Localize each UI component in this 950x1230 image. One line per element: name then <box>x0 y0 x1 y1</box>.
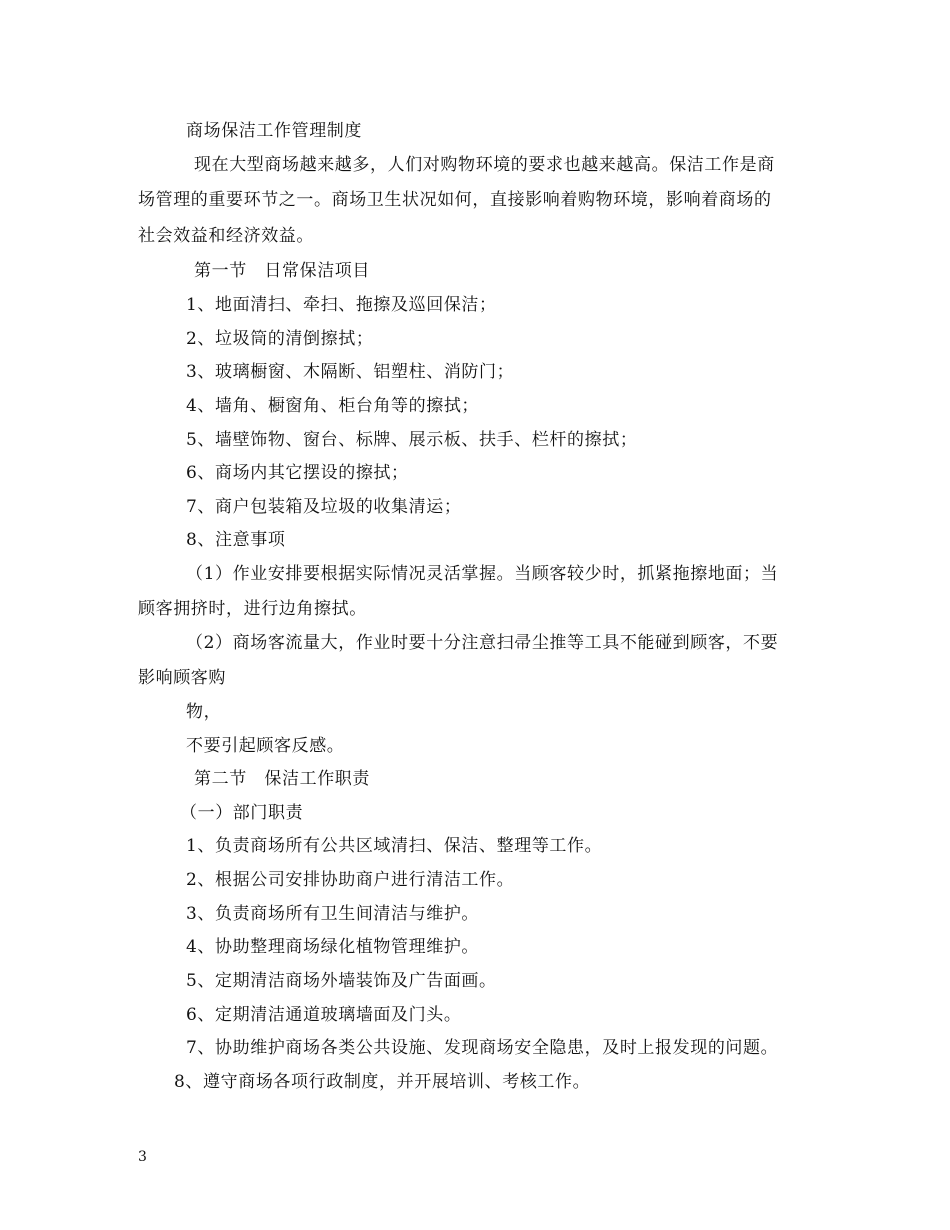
section1-item-7: 7、商户包装箱及垃圾的收集清运； <box>186 497 462 517</box>
section2-item-4: 4、协助整理商场绿化植物管理维护。 <box>186 937 480 957</box>
section2-heading: 第二节 保洁工作职责 <box>194 769 370 789</box>
section2-item-2: 2、根据公司安排协助商户进行清洁工作。 <box>186 870 515 890</box>
section1-item-2: 2、垃圾筒的清倒擦拭； <box>186 329 374 349</box>
section2-item-6: 6、定期清洁通道玻璃墙面及门头。 <box>186 1005 462 1025</box>
note1-line-1: （1）作业安排要根据实际情况灵活掌握。当顾客较少时，抓紧拖擦地面；当 <box>186 564 779 584</box>
section1-item-1: 1、地面清扫、牵扫、拖擦及巡回保洁； <box>186 295 497 315</box>
section2-item-8: 8、遵守商场各项行政制度，并开展培训、考核工作。 <box>174 1072 591 1092</box>
section1-item-5: 5、墙壁饰物、窗台、标牌、展示板、扶手、栏杆的擦拭； <box>186 430 638 450</box>
section2-item-3: 3、负责商场所有卫生间清洁与维护。 <box>186 904 480 924</box>
section2-item-7: 7、协助维护商场各类公共设施、发现商场安全隐患，及时上报发现的问题。 <box>186 1038 779 1058</box>
note2-line-3: 物， <box>186 702 222 722</box>
section2-item-5: 5、定期清洁商场外墙装饰及广告面画。 <box>186 971 497 991</box>
page-number: 3 <box>138 1149 147 1165</box>
section1-item-3: 3、玻璃橱窗、木隔断、铝塑柱、消防门； <box>186 362 515 382</box>
section1-heading: 第一节 日常保洁项目 <box>194 261 370 281</box>
section1-item-8: 8、注意事项 <box>186 530 286 550</box>
note2-line-2: 影响顾客购 <box>138 668 226 688</box>
intro-line-3: 社会效益和经济效益。 <box>138 226 314 246</box>
document-title: 商场保洁工作管理制度 <box>186 121 362 141</box>
note2-line-4: 不要引起顾客反感。 <box>186 736 345 756</box>
note2-line-1: （2）商场客流量大，作业时要十分注意扫帚尘推等工具不能碰到顾客，不要 <box>186 633 779 653</box>
section1-item-4: 4、墙角、橱窗角、柜台角等的擦拭； <box>186 396 480 416</box>
intro-line-1: 现在大型商场越来越多，人们对购物环境的要求也越来越高。保洁工作是商 <box>194 155 775 175</box>
section2-item-1: 1、负责商场所有公共区域清扫、保洁、整理等工作。 <box>186 836 603 856</box>
section2-subheading: （一）部门职责 <box>180 803 304 823</box>
note1-line-2: 顾客拥挤时，进行边角擦拭。 <box>138 599 367 619</box>
section1-item-6: 6、商场内其它摆设的擦拭； <box>186 463 409 483</box>
intro-line-2: 场管理的重要环节之一。商场卫生状况如何，直接影响着购物环境，影响着商场的 <box>138 190 772 210</box>
